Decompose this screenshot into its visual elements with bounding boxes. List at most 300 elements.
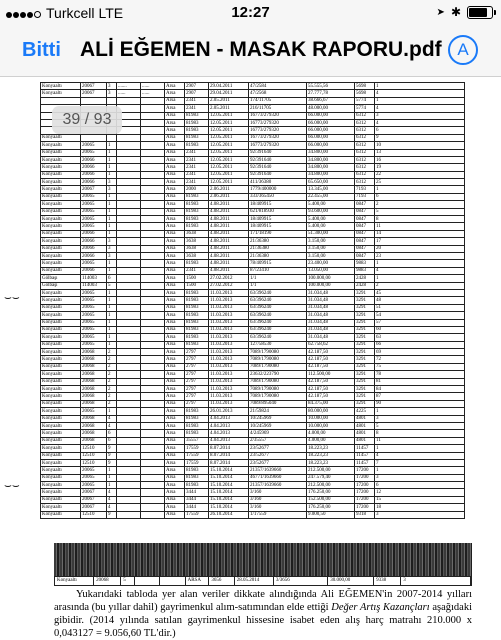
table-cell [117, 304, 141, 311]
table-cell: Arsa [165, 97, 185, 104]
table-cell: 2.06.2011 [209, 186, 249, 193]
table-cell: 23/52677 [249, 452, 307, 459]
table-row [41, 142, 465, 149]
table-cell: 90 [375, 400, 465, 407]
table-cell: 4.000,00 [307, 430, 355, 437]
table-cell: 411/36380 [249, 179, 307, 186]
table-cell: ...... [141, 83, 165, 90]
table-cell: 5.400,00 [307, 216, 355, 223]
table-cell: 81983 [185, 474, 209, 481]
table-cell [107, 97, 117, 104]
table-cell: Konyaaltı [41, 201, 81, 208]
table-cell [117, 445, 141, 452]
table-cell: 4.08.2011 [209, 223, 249, 230]
table-cell: 12510 [81, 459, 107, 466]
table-cell: Arsa [165, 149, 185, 156]
table-cell: 17200 [355, 496, 375, 503]
table-cell: 3638 [185, 252, 209, 259]
table-cell: Arsa [165, 430, 185, 437]
table-cell: 16773/279320 [249, 127, 307, 134]
table-cell: 42.187,50 [307, 349, 355, 356]
table-cell: 12.05.2011 [209, 119, 249, 126]
table-cell: 3 [375, 112, 465, 119]
table-cell: 212.500,00 [307, 467, 355, 474]
table-cell: Konyaaltı [41, 408, 81, 415]
table-row [41, 230, 465, 237]
table-cell: 4 [375, 119, 465, 126]
table-cell: 1 [107, 171, 117, 178]
table-cell: 3291 [355, 363, 375, 370]
table-cell [117, 474, 141, 481]
table-cell: Arsa [165, 289, 185, 296]
table-cell: 3638 [185, 245, 209, 252]
table-cell [117, 164, 141, 171]
table-cell: 6312 [355, 127, 375, 134]
table-cell [141, 341, 165, 348]
table-cell: Gölbaşı [41, 275, 81, 282]
table-row [41, 164, 465, 171]
table-cell [141, 156, 165, 163]
table-cell: Arsa [165, 208, 185, 215]
table-cell: Konyaaltı [41, 156, 81, 163]
table-row [41, 134, 465, 141]
table-cell: 31.034,48 [307, 312, 355, 319]
table-cell: Konyaaltı [41, 496, 81, 503]
table-cell: 176.250,00 [307, 504, 355, 511]
table-cell: 2 [107, 349, 117, 356]
table-cell: 4.08.2011 [209, 238, 249, 245]
table-cell [117, 289, 141, 296]
table-row [41, 408, 465, 415]
table-cell: 1 [375, 83, 465, 90]
table-cell: 12.05.2011 [209, 112, 249, 119]
table-row [41, 319, 465, 326]
table-cell [117, 97, 141, 104]
table-cell: Konyaaltı [41, 504, 81, 511]
table-cell [117, 216, 141, 223]
table-row [41, 341, 465, 348]
table-cell: 1 [107, 334, 117, 341]
table-cell: 6312 [355, 164, 375, 171]
table-cell: 4 [375, 105, 465, 112]
table-cell [141, 223, 165, 230]
table-cell [141, 119, 165, 126]
table-cell: Arsa [165, 371, 185, 378]
table-cell: 20065 [81, 208, 107, 215]
table-cell: Konyaaltı [41, 208, 81, 215]
scanned-cell: 20068 [94, 577, 121, 585]
table-cell [141, 134, 165, 141]
table-cell [141, 149, 165, 156]
table-cell: Arsa [165, 156, 185, 163]
table-cell: 17559 [185, 511, 209, 518]
table-cell: ...... [117, 90, 141, 97]
table-cell: 2 [107, 393, 117, 400]
table-cell [117, 275, 141, 282]
table-cell: 17200 [355, 489, 375, 496]
table-cell [117, 312, 141, 319]
paragraph-text: Yukarıdaki tabloda yer alan veriler dikkate alındığında Ali EĞEMEN'in 2007-2014 yılları arasında (bu yıllar dahil) gayrimenkul alım-satımından elde ettiği [54, 589, 472, 613]
table-cell: 19 [375, 164, 465, 171]
table-cell: 21357/1639660 [249, 467, 307, 474]
table-cell [141, 245, 165, 252]
table-cell: 12510 [81, 511, 107, 518]
table-cell: Konyaaltı [41, 186, 81, 193]
battery-icon [467, 6, 493, 19]
table-cell [141, 282, 165, 289]
table-cell: Arsa [165, 112, 185, 119]
table-cell: 81983 [185, 289, 209, 296]
table-cell [117, 386, 141, 393]
table-cell: 6 [375, 127, 465, 134]
table-cell: 20065 [81, 482, 107, 489]
table-cell: 3/160 [249, 489, 307, 496]
table-cell [141, 356, 165, 363]
table-cell: 81983 [185, 127, 209, 134]
table-cell: 2 [107, 356, 117, 363]
table-cell: 20065 [81, 297, 107, 304]
share-icon[interactable]: A [448, 35, 478, 65]
table-cell: 48.000,00 [307, 105, 355, 112]
table-cell: 6 [107, 437, 117, 444]
table-cell: 12510 [81, 452, 107, 459]
table-row [41, 304, 465, 311]
navigation-bar [0, 26, 501, 77]
table-cell: 5.400,00 [307, 223, 355, 230]
table-cell: 31.034,48 [307, 334, 355, 341]
table-cell: 20065 [81, 467, 107, 474]
table-cell: 20066 [81, 171, 107, 178]
table-cell: 92/391640 [249, 156, 307, 163]
table-cell: 69 [375, 349, 465, 356]
table-cell: 3 [107, 238, 117, 245]
table-cell: 63/396240 [249, 319, 307, 326]
table-cell: Konyaaltı [41, 319, 81, 326]
table-row [41, 504, 465, 511]
table-cell [117, 282, 141, 289]
table-cell: 1/1 [249, 275, 307, 282]
table-cell: 2 [375, 282, 465, 289]
table-cell: 11.03.2013 [209, 363, 249, 370]
table-cell: 15.10.2014 [209, 482, 249, 489]
table-cell: 6 [375, 482, 465, 489]
table-cell: Arsa [165, 238, 185, 245]
table-cell [141, 459, 165, 466]
table-cell: 3291 [355, 378, 375, 385]
table-cell: 3291 [355, 393, 375, 400]
table-cell: 2341 [185, 164, 209, 171]
table-cell: 20065 [81, 312, 107, 319]
table-cell [117, 363, 141, 370]
table-cell: 21/36380 [249, 245, 307, 252]
table-cell: 1500 [185, 282, 209, 289]
table-cell: Gölbaşı [41, 282, 81, 289]
scanned-cell: 28.05.2014 [235, 577, 274, 585]
table-cell: 11.03.2013 [209, 356, 249, 363]
table-cell: 1 [375, 260, 465, 267]
table-cell: 4 [375, 267, 465, 274]
table-cell: 63/396240 [249, 304, 307, 311]
margin-annotation-mark: ⌣⌣ [4, 290, 20, 304]
table-cell [141, 186, 165, 193]
table-cell [117, 400, 141, 407]
table-row [41, 179, 465, 186]
table-cell: 3291 [355, 334, 375, 341]
table-cell: Konyaaltı [41, 378, 81, 385]
table-cell: 20065 [81, 326, 107, 333]
table-cell: 4.08.2011 [209, 230, 249, 237]
table-cell: Konyaaltı [41, 171, 81, 178]
scanned-row [54, 576, 472, 586]
table-cell [81, 134, 107, 141]
table-cell: 63/396240 [249, 297, 307, 304]
table-cell: 8.07.2014 [209, 445, 249, 452]
table-cell: 13.345,00 [307, 186, 355, 193]
table-cell: 0847 [355, 208, 375, 215]
table-cell: Arsa [165, 142, 185, 149]
table-cell: Konyaaltı [41, 223, 81, 230]
table-cell: 81983 [185, 112, 209, 119]
table-cell: Arsa [165, 267, 185, 274]
table-cell: 12.05.2011 [209, 164, 249, 171]
table-cell [141, 193, 165, 200]
table-cell: 66.000,00 [307, 119, 355, 126]
table-cell: 8 [375, 216, 465, 223]
table-cell: Konyaaltı [41, 459, 81, 466]
table-cell: 2797 [185, 349, 209, 356]
table-cell: 63/396240 [249, 312, 307, 319]
table-cell: Konyaaltı [41, 326, 81, 333]
table-cell [141, 171, 165, 178]
scanned-cell: ARSA [186, 577, 210, 585]
table-cell: 42.187,50 [307, 386, 355, 393]
table-cell: 5 [107, 282, 117, 289]
table-cell: 81983 [185, 408, 209, 415]
table-cell: 23 [375, 252, 465, 259]
table-cell: Arsa [165, 496, 185, 503]
table-cell: 12.05.2011 [209, 134, 249, 141]
table-cell: 27.02.2012 [209, 275, 249, 282]
table-cell: Arsa [165, 119, 185, 126]
table-cell: 20065 [81, 474, 107, 481]
table-cell: 333/365450 [249, 193, 307, 200]
table-cell: Konyaaltı [41, 164, 81, 171]
scanned-cell: 9338 [374, 577, 401, 585]
table-cell: 20067 [81, 83, 107, 90]
table-cell: 2 [375, 201, 465, 208]
table-cell: 0847 [355, 201, 375, 208]
table-cell: 4.08.2011 [209, 245, 249, 252]
table-cell: Arsa [165, 422, 185, 429]
table-cell [117, 149, 141, 156]
table-row [41, 386, 465, 393]
table-cell [117, 452, 141, 459]
table-cell: 2341 [185, 171, 209, 178]
table-cell: Konyaaltı [41, 482, 81, 489]
table-cell: 20068 [81, 371, 107, 378]
table-cell: Arsa [165, 83, 185, 90]
table-cell: 1 [375, 97, 465, 104]
table-cell: 20066 [81, 252, 107, 259]
table-cell: 16773/279320 [249, 112, 307, 119]
table-cell: 3.150,00 [307, 238, 355, 245]
table-cell: 2341 [185, 97, 209, 104]
table-cell [141, 312, 165, 319]
table-cell: 2.05.2011 [209, 97, 249, 104]
table-cell: 2000 [185, 186, 209, 193]
table-cell [141, 467, 165, 474]
table-cell: 1 [107, 223, 117, 230]
table-cell [117, 467, 141, 474]
table-cell: 114003 [81, 282, 107, 289]
paragraph-italic: Değer Artış Kazançları [331, 602, 430, 613]
table-cell: 15 [375, 496, 465, 503]
table-cell: Arsa [165, 260, 185, 267]
table-cell: 6 [375, 193, 465, 200]
table-cell: 15.10.2014 [209, 496, 249, 503]
table-cell: 66.000,00 [307, 134, 355, 141]
table-cell: 11.03.2013 [209, 304, 249, 311]
table-cell [141, 511, 165, 518]
table-cell: 174/11705 [249, 97, 307, 104]
table-cell: 18.223,23 [307, 459, 355, 466]
table-cell: 3291 [355, 400, 375, 407]
table-cell [117, 341, 141, 348]
table-cell: 20067 [81, 504, 107, 511]
table-cell: 3638 [185, 238, 209, 245]
table-cell: 7193 [355, 193, 375, 200]
table-cell: 3291 [355, 326, 375, 333]
table-row [41, 149, 465, 156]
table-cell [117, 415, 141, 422]
table-cell [141, 371, 165, 378]
table-cell: 1 [107, 164, 117, 171]
table-cell: 7089/1790080 [249, 349, 307, 356]
table-cell: 14 [375, 230, 465, 237]
table-cell [141, 489, 165, 496]
table-cell: 22 [375, 171, 465, 178]
table-cell: 6312 [355, 134, 375, 141]
table-cell: 3/160 [249, 496, 307, 503]
table-cell: Konyaaltı [41, 430, 81, 437]
table-cell: 12.05.2011 [209, 179, 249, 186]
table-cell: 6 [107, 430, 117, 437]
table-cell [117, 238, 141, 245]
table-cell: 3 [107, 186, 117, 193]
table-cell: 2341 [185, 149, 209, 156]
table-cell [141, 208, 165, 215]
table-cell: Arsa [165, 482, 185, 489]
table-cell [81, 97, 107, 104]
table-cell: 2797 [185, 356, 209, 363]
table-cell: 4 [107, 489, 117, 496]
scanned-cell: 3 [401, 577, 471, 585]
table-row [41, 97, 465, 104]
carrier-name: Turkcell [46, 5, 95, 21]
table-cell: 18.223,23 [307, 452, 355, 459]
table-cell: 20065 [81, 260, 107, 267]
table-row [41, 275, 465, 282]
table-cell: 84.375,00 [307, 400, 355, 407]
table-cell: 2797 [185, 363, 209, 370]
table-cell: 3 [375, 474, 465, 481]
table-cell: Arsa [165, 467, 185, 474]
table-cell: 2341 [185, 179, 209, 186]
table-cell: 81983 [185, 430, 209, 437]
table-cell: 20068 [81, 430, 107, 437]
table-cell: Arsa [165, 171, 185, 178]
table-cell: 81983 [185, 216, 209, 223]
table-cell: 51 [375, 304, 465, 311]
table-cell: 17200 [355, 467, 375, 474]
table-cell: 92/391640 [249, 171, 307, 178]
scanned-cell: 30.000,00 [328, 577, 374, 585]
table-cell: 13.050,00 [307, 267, 355, 274]
table-row [41, 186, 465, 193]
table-row [41, 334, 465, 341]
table-cell: 81983 [185, 341, 209, 348]
table-cell: Konyaaltı [41, 179, 81, 186]
table-row [41, 356, 465, 363]
table-cell: 78/409915 [249, 260, 307, 267]
table-cell: 42.187,50 [307, 363, 355, 370]
table-cell: 42.187,50 [307, 378, 355, 385]
table-cell: 4.000,00 [307, 437, 355, 444]
table-cell: Konyaaltı [41, 304, 81, 311]
table-cell: 4 [107, 415, 117, 422]
table-cell: 20065 [81, 304, 107, 311]
table-cell: 4/245969 [249, 430, 307, 437]
table-row [41, 83, 465, 90]
table-row [41, 312, 465, 319]
table-row [41, 238, 465, 245]
table-cell: 212.500,00 [307, 482, 355, 489]
table-cell: 11457 [355, 445, 375, 452]
table-cell: 6312 [355, 156, 375, 163]
table-cell: 6 [107, 275, 117, 282]
table-cell: 81983 [185, 193, 209, 200]
table-cell [117, 260, 141, 267]
table-cell: 18/409915 [249, 201, 307, 208]
table-cell [117, 319, 141, 326]
table-cell: 1 [107, 304, 117, 311]
table-cell: 11 [375, 437, 465, 444]
table-cell: 2797 [185, 393, 209, 400]
table-cell: 12.05.2011 [209, 127, 249, 134]
table-cell: 20065 [81, 193, 107, 200]
table-row [41, 252, 465, 259]
table-row [41, 90, 465, 97]
table-cell: 1/1 [249, 282, 307, 289]
table-cell [117, 193, 141, 200]
table-cell: 11457 [355, 459, 375, 466]
table-cell: 16773/279320 [249, 142, 307, 149]
table-cell: 20065 [81, 149, 107, 156]
table-cell: Arsa [165, 356, 185, 363]
table-cell: Arsa [165, 245, 185, 252]
table-cell: 25 [375, 179, 465, 186]
table-cell [117, 489, 141, 496]
table-cell: Konyaaltı [41, 312, 81, 319]
table-cell: 20065 [81, 408, 107, 415]
table-cell: 1 [107, 408, 117, 415]
table-cell [117, 408, 141, 415]
table-cell [141, 304, 165, 311]
table-cell: 1/17559 [249, 511, 307, 518]
done-button[interactable]: Bitti [22, 39, 61, 61]
table-cell: 35557 [185, 437, 209, 444]
table-cell: 4 [107, 422, 117, 429]
